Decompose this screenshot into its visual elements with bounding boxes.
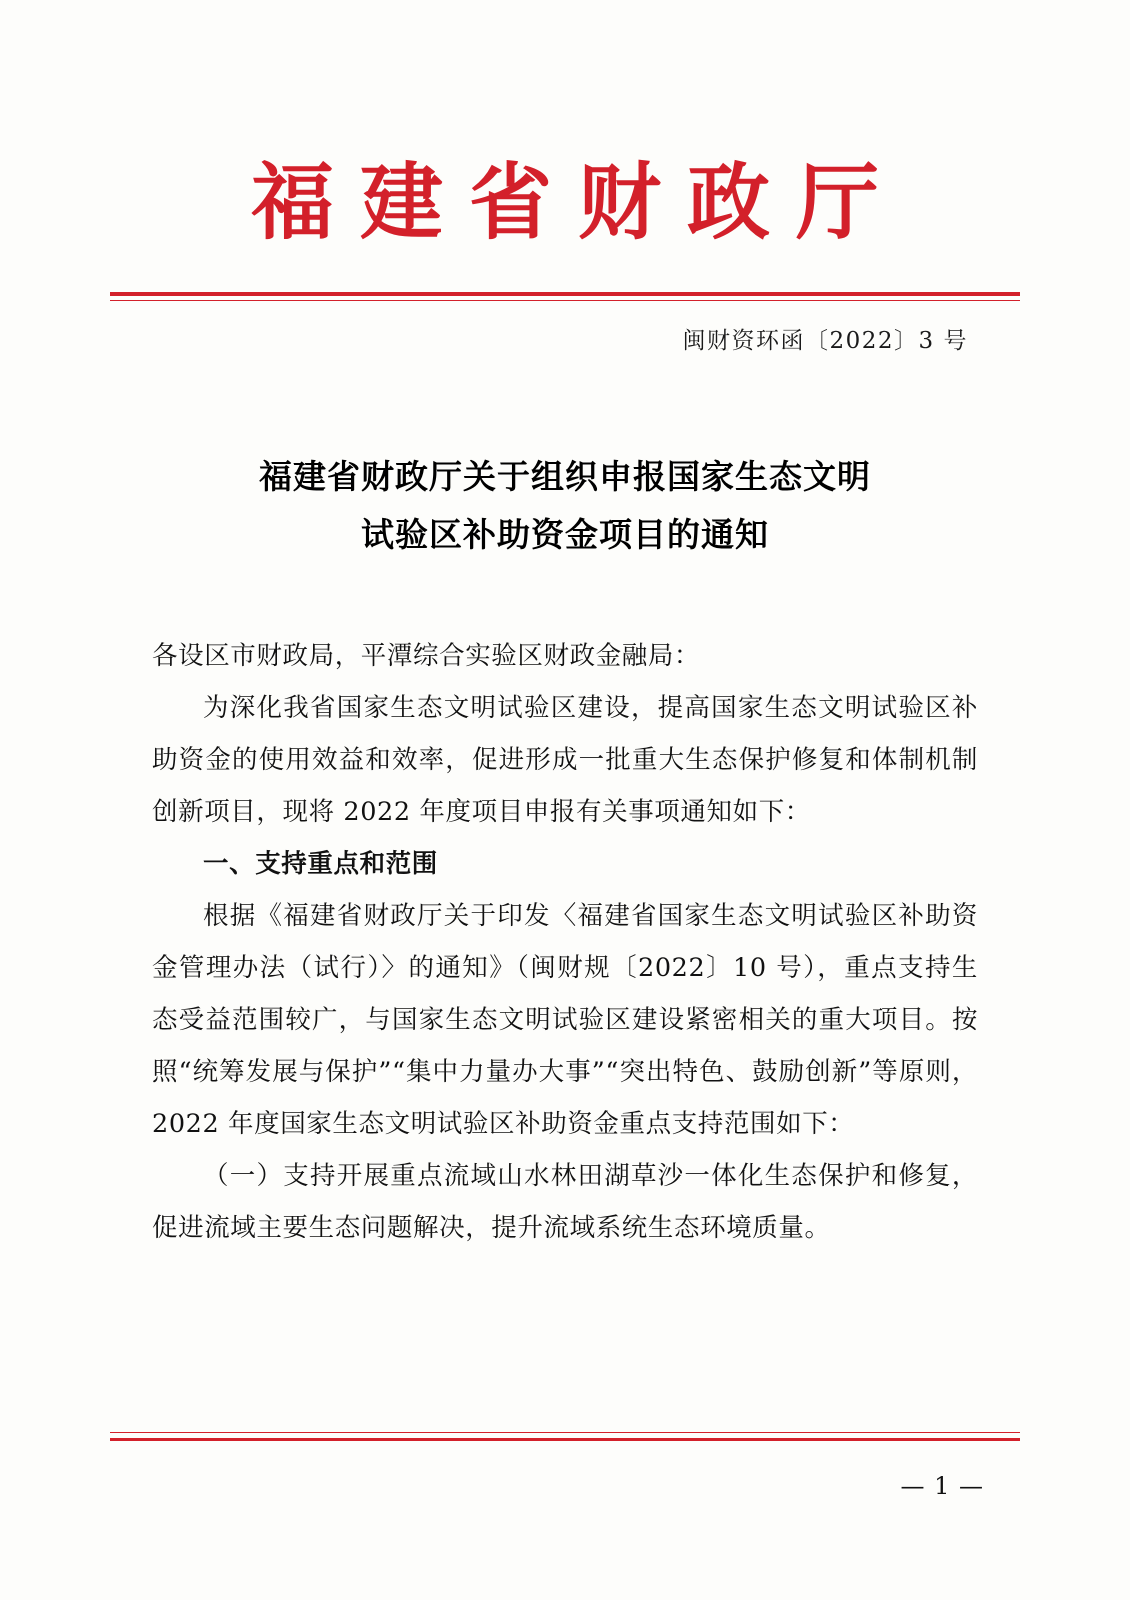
section-heading-1: 一、支持重点和范围 [203,849,438,879]
header-rule-thick [110,292,1020,296]
body-paragraph-2: 根据《福建省财政厅关于印发〈福建省国家生态文明试验区补助资金管理办法（试行）〉的通知》（闽财规〔2022〕10 号），重点支持生态受益范围较广，与国家生态文明试验区建设紧密相关的重大项目。按照“统筹发展与保护”“集中力量办大事”“突出特色、鼓励创新”等原则，2022 年度国家生态文明试验区补助资金重点支持范围如下： [152,901,978,1139]
page-title-line-1: 福建省财政厅关于组织申报国家生态文明 [259,457,871,496]
page-title-line-2: 试验区补助资金项目的通知 [361,514,769,554]
header-rule-thin [110,300,1020,301]
page-number: — 1 — [900,1472,984,1500]
body-paragraph-1: 为深化我省国家生态文明试验区建设，提高国家生态文明试验区补助资金的使用效益和效率，促进形成一批重大生态保护修复和体制机制创新项目，现将 2022 年度项目申报有关事项通知如下： [152,693,978,827]
document-number: 闽财资环函〔2022〕3 号 [682,328,968,354]
letterhead [0,155,1130,250]
footer-rule-thick [110,1438,1020,1441]
footer-rule-thin [110,1432,1020,1433]
issuing-organization: 福建省财政厅 [251,153,905,251]
page-title [150,448,980,564]
document-body [152,630,978,1254]
salutation: 各设区市财政局，平潭综合实验区财政金融局： [152,641,701,671]
body-paragraph-3: （一）支持开展重点流域山水林田湖草沙一体化生态保护和修复，促进流域主要生态问题解决，提升流域系统生态环境质量。 [152,1161,978,1243]
